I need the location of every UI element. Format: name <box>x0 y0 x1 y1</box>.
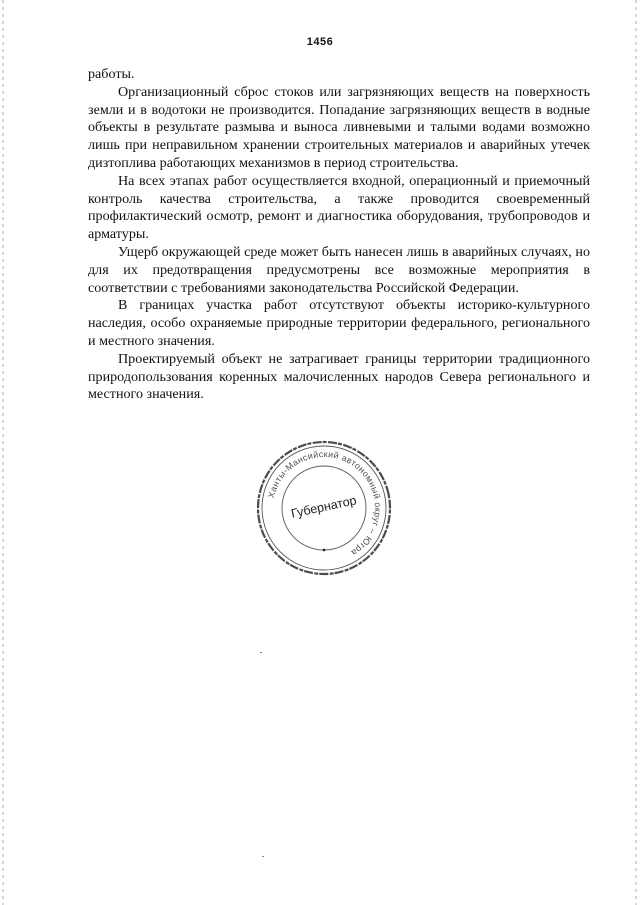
document-body <box>88 66 590 404</box>
page-number: 1456 <box>306 36 334 48</box>
governor-seal-stamp <box>254 438 394 578</box>
paragraph-indigenous-territories: Проектируемый объект не затрагивает границы территории традиционного природопользования коренных малочисленных народов Севера регионального и местного значения. <box>88 350 590 403</box>
stamp-center-text: Губернатор <box>289 493 358 521</box>
paragraph-heritage: В границах участка работ отсутствуют объекты историко-культурного наследия, особо охраняемые природные территории федерального, регионального и местного значения. <box>88 297 590 349</box>
scan-speck <box>262 856 264 857</box>
paragraph-continuation: работы. <box>88 66 135 82</box>
scan-speck <box>260 652 262 653</box>
paragraph-environmental-damage: Ущерб окружающей среде может быть нанесен лишь в аварийных случаях, но для их предотвращения предусмотрены все возможные мероприятия в соответствии с требованиями законодательства Российской Федерации. <box>88 243 590 296</box>
scan-edge-right <box>635 0 637 905</box>
stamp-ring-text: Ханты-Мансийский автономный округ – Югра <box>266 448 384 559</box>
paragraph-wastewater: Организационный сброс стоков или загрязняющих веществ на поверхность земли и в водотоки не производится. Попадание загрязняющих веществ в водные объекты в результате размыва и выноса ливневыми и талыми водами возможно лишь при неправильном хранении строительных материалов и аварийных утечек дизтоплива работающих механизмов в период строительства. <box>88 83 590 171</box>
stamp-dot <box>323 549 326 552</box>
scan-edge-left <box>2 0 4 905</box>
paragraph-quality-control: На всех этапах работ осуществляется входной, операционный и приемочный контроль качества строительства, а также проводится своевременный профилактический осмотр, ремонт и диагностика оборудования, трубопроводов и арматуры. <box>88 172 590 243</box>
